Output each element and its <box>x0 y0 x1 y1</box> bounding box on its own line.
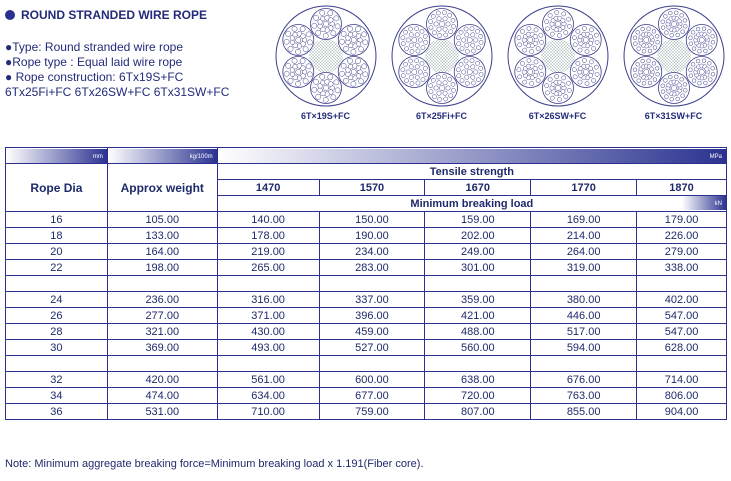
table-row <box>6 244 727 260</box>
table-row <box>6 260 727 276</box>
grade-header: 1670 <box>425 180 531 196</box>
unit-kn: kN <box>682 196 726 210</box>
table-row <box>6 404 727 420</box>
table-cell: 264.00 <box>531 244 637 260</box>
table-cell: 714.00 <box>637 372 727 388</box>
rope-cross-section-icon <box>274 4 378 108</box>
table-cell: 710.00 <box>217 404 319 420</box>
table-cell <box>107 356 217 372</box>
table-cell: 369.00 <box>107 340 217 356</box>
table-cell: 338.00 <box>637 260 727 276</box>
spec-type: ●Type: Round stranded wire rope <box>5 40 184 54</box>
rope-label: 6T×25Fi+FC <box>415 111 468 121</box>
grade-header: 1570 <box>319 180 425 196</box>
table-cell: 517.00 <box>531 324 637 340</box>
unit-mpa: MPa <box>217 148 726 164</box>
table-cell: 547.00 <box>637 324 727 340</box>
table-cell: 133.00 <box>107 228 217 244</box>
table-cell: 179.00 <box>637 212 727 228</box>
page-title <box>5 8 207 22</box>
table-cell: 806.00 <box>637 388 727 404</box>
rope-label: 6T×31SW+FC <box>644 111 703 121</box>
table-cell <box>637 276 727 292</box>
table-cell <box>425 356 531 372</box>
table-cell: 493.00 <box>217 340 319 356</box>
table-cell: 904.00 <box>637 404 727 420</box>
table-cell: 531.00 <box>107 404 217 420</box>
table-cell: 459.00 <box>319 324 425 340</box>
footnote: Note: Minimum aggregate breaking force=Minimum breaking load x 1.191(Fiber core). <box>5 458 424 470</box>
table-cell: 202.00 <box>425 228 531 244</box>
table-cell: 28 <box>6 324 108 340</box>
rope-diagrams <box>268 4 728 136</box>
table-cell: 219.00 <box>217 244 319 260</box>
table-cell: 316.00 <box>217 292 319 308</box>
table-cell <box>425 276 531 292</box>
table-cell: 396.00 <box>319 308 425 324</box>
header-rope-dia: Rope Dia <box>6 164 108 212</box>
table-cell <box>637 356 727 372</box>
rope-label: 6T×19S+FC <box>300 111 351 121</box>
rope-diagram-25fi <box>384 4 499 121</box>
table-cell: 32 <box>6 372 108 388</box>
table-row <box>6 308 727 324</box>
table-cell: 169.00 <box>531 212 637 228</box>
table-cell: 676.00 <box>531 372 637 388</box>
table-cell: 855.00 <box>531 404 637 420</box>
table-row <box>6 340 727 356</box>
table-cell: 561.00 <box>217 372 319 388</box>
table-cell <box>6 356 108 372</box>
unit-kg: kg/100m <box>107 148 217 164</box>
table-row <box>6 372 727 388</box>
unit-mm: mm <box>6 148 108 164</box>
table-cell: 26 <box>6 308 108 324</box>
table-cell: 634.00 <box>217 388 319 404</box>
table-cell: 677.00 <box>319 388 425 404</box>
table-spacer-row <box>6 356 727 372</box>
title-text: ROUND STRANDED WIRE ROPE <box>21 8 208 22</box>
table-cell: 22 <box>6 260 108 276</box>
table-row <box>6 212 727 228</box>
table-cell: 301.00 <box>425 260 531 276</box>
table-cell: 321.00 <box>107 324 217 340</box>
table-cell: 402.00 <box>637 292 727 308</box>
spec-list <box>5 40 229 100</box>
breaking-load-table <box>5 147 727 420</box>
spec-rope-type: ●Rope type : Equal laid wire rope <box>5 55 183 69</box>
table-cell: 720.00 <box>425 388 531 404</box>
table-cell: 337.00 <box>319 292 425 308</box>
spec-construction-cont: 6Tx25Fi+FC 6Tx26SW+FC 6Tx31SW+FC <box>5 85 230 99</box>
table-row <box>6 292 727 308</box>
table-cell: 279.00 <box>637 244 727 260</box>
table-cell: 34 <box>6 388 108 404</box>
table-cell <box>6 276 108 292</box>
table-row <box>6 228 727 244</box>
table-cell: 277.00 <box>107 308 217 324</box>
table-cell: 283.00 <box>319 260 425 276</box>
table-cell: 159.00 <box>425 212 531 228</box>
header-tensile-strength: Tensile strength <box>217 164 726 180</box>
rope-cross-section-icon <box>622 4 726 108</box>
table-cell <box>319 276 425 292</box>
table-cell: 36 <box>6 404 108 420</box>
spec-construction: ● Rope construction: 6Tx19S+FC <box>5 70 184 84</box>
table-cell: 759.00 <box>319 404 425 420</box>
table-cell: 547.00 <box>637 308 727 324</box>
rope-cross-section-icon <box>506 4 610 108</box>
table-cell: 488.00 <box>425 324 531 340</box>
table-cell: 763.00 <box>531 388 637 404</box>
table-cell: 446.00 <box>531 308 637 324</box>
bullet-icon <box>5 10 15 20</box>
table-cell: 190.00 <box>319 228 425 244</box>
table-cell: 18 <box>6 228 108 244</box>
table-cell: 380.00 <box>531 292 637 308</box>
table-cell: 249.00 <box>425 244 531 260</box>
table-cell: 420.00 <box>107 372 217 388</box>
table-cell: 359.00 <box>425 292 531 308</box>
table-cell: 560.00 <box>425 340 531 356</box>
table-cell: 236.00 <box>107 292 217 308</box>
table-cell: 214.00 <box>531 228 637 244</box>
table-cell: 474.00 <box>107 388 217 404</box>
table-cell: 30 <box>6 340 108 356</box>
table-cell: 234.00 <box>319 244 425 260</box>
table-cell: 178.00 <box>217 228 319 244</box>
table-cell: 226.00 <box>637 228 727 244</box>
table-spacer-row <box>6 276 727 292</box>
header-min-breaking-load: Minimum breaking load kN <box>217 196 726 212</box>
table-cell: 319.00 <box>531 260 637 276</box>
table-cell: 24 <box>6 292 108 308</box>
rope-diagram-31sw <box>616 4 731 121</box>
header-approx-weight: Approx weight <box>107 164 217 212</box>
table-cell <box>217 356 319 372</box>
table-cell: 600.00 <box>319 372 425 388</box>
table-cell: 527.00 <box>319 340 425 356</box>
grade-header: 1770 <box>531 180 637 196</box>
table-cell: 150.00 <box>319 212 425 228</box>
table-cell <box>319 356 425 372</box>
table-cell <box>531 356 637 372</box>
table-cell: 198.00 <box>107 260 217 276</box>
table-cell <box>217 276 319 292</box>
table-cell: 807.00 <box>425 404 531 420</box>
grade-header: 1470 <box>217 180 319 196</box>
table-cell: 638.00 <box>425 372 531 388</box>
table-cell <box>107 276 217 292</box>
table-cell: 164.00 <box>107 244 217 260</box>
rope-diagram-26sw <box>500 4 615 121</box>
table-cell: 421.00 <box>425 308 531 324</box>
rope-diagram-19s <box>268 4 383 121</box>
table-cell: 140.00 <box>217 212 319 228</box>
table-row <box>6 324 727 340</box>
table-cell: 628.00 <box>637 340 727 356</box>
table-cell: 594.00 <box>531 340 637 356</box>
table-body <box>6 212 727 420</box>
table-cell: 20 <box>6 244 108 260</box>
table-cell: 371.00 <box>217 308 319 324</box>
table-cell: 265.00 <box>217 260 319 276</box>
grade-header: 1870 <box>637 180 727 196</box>
table-cell: 16 <box>6 212 108 228</box>
table-row <box>6 388 727 404</box>
table-cell: 105.00 <box>107 212 217 228</box>
table-cell <box>531 276 637 292</box>
rope-label: 6T×26SW+FC <box>528 111 587 121</box>
rope-cross-section-icon <box>390 4 494 108</box>
table-cell: 430.00 <box>217 324 319 340</box>
